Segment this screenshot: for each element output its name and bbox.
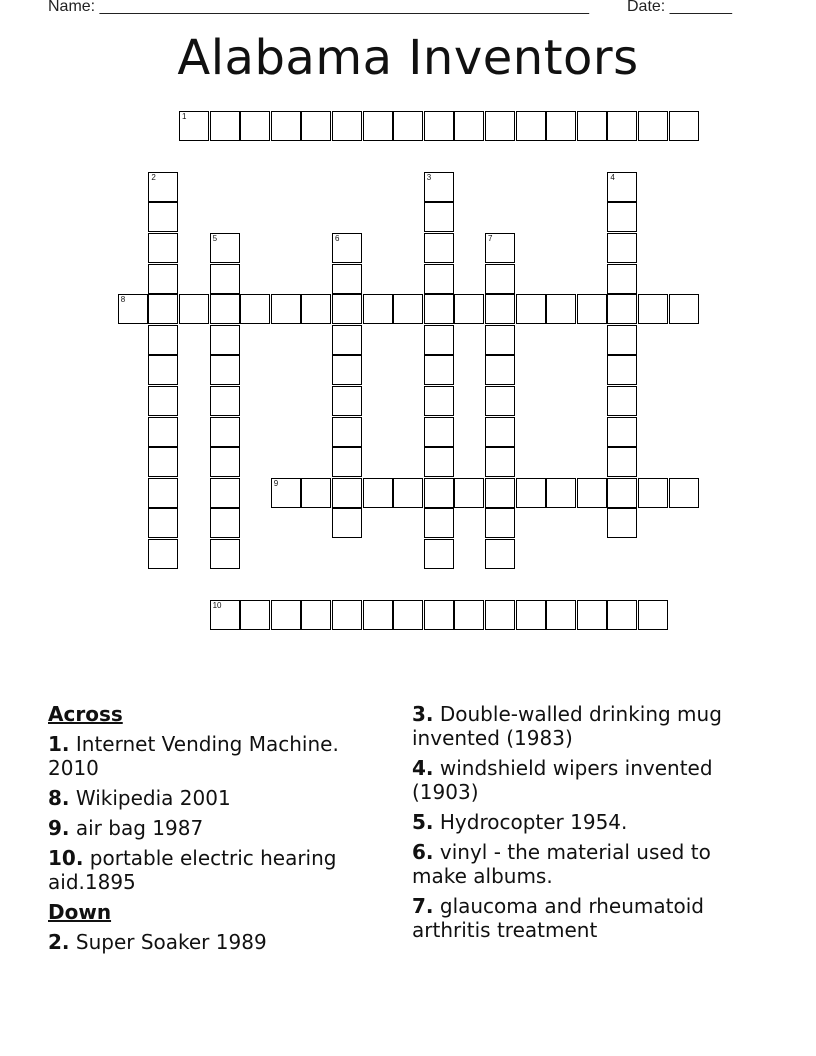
clue-number: 9 bbox=[273, 478, 279, 488]
crossword-cell[interactable] bbox=[607, 478, 637, 508]
crossword-cell[interactable] bbox=[607, 172, 637, 202]
crossword-cell[interactable] bbox=[485, 386, 515, 416]
clue-item-text: Hydrocopter 1954. bbox=[433, 810, 628, 834]
clue-number: 4 bbox=[610, 172, 615, 182]
crossword-cell[interactable] bbox=[332, 355, 362, 385]
crossword-cell[interactable] bbox=[546, 111, 576, 141]
crossword-cell[interactable] bbox=[271, 294, 301, 324]
crossword-cell[interactable] bbox=[363, 478, 393, 508]
crossword-cell[interactable] bbox=[301, 600, 331, 630]
clue-number: 6 bbox=[335, 234, 340, 243]
crossword-cell[interactable] bbox=[485, 508, 515, 538]
crossword-cell[interactable] bbox=[669, 294, 699, 324]
crossword-cell[interactable] bbox=[424, 355, 454, 385]
clues-left-column bbox=[48, 702, 378, 960]
crossword-cell[interactable] bbox=[454, 600, 484, 630]
crossword-cell[interactable] bbox=[546, 478, 576, 508]
crossword-cell[interactable] bbox=[669, 478, 699, 508]
crossword-cell[interactable] bbox=[607, 233, 637, 263]
crossword-cell[interactable] bbox=[424, 325, 454, 355]
crossword-cell[interactable] bbox=[301, 294, 331, 324]
clue-item-number: 7. bbox=[412, 894, 434, 918]
clue-number: 5 bbox=[212, 234, 218, 243]
crossword-cell[interactable] bbox=[332, 325, 362, 355]
clue-item-text: air bag 1987 bbox=[69, 816, 204, 840]
down-clue-list bbox=[48, 930, 378, 954]
crossword-cell[interactable] bbox=[148, 325, 178, 355]
crossword-cell[interactable] bbox=[332, 294, 362, 324]
clue-item-text: windshield wipers invented (1903) bbox=[412, 756, 713, 804]
crossword-cell[interactable] bbox=[485, 264, 515, 294]
crossword-cell[interactable] bbox=[516, 478, 546, 508]
clue-number: 3 bbox=[426, 172, 432, 182]
crossword-cell[interactable] bbox=[485, 294, 515, 324]
crossword-cell[interactable] bbox=[485, 600, 515, 630]
clue-number: 10 bbox=[212, 601, 222, 611]
crossword-cell[interactable] bbox=[424, 386, 454, 416]
crossword-cell[interactable] bbox=[301, 111, 331, 141]
clue-item-number: 3. bbox=[412, 702, 434, 726]
clue-item-number: 4. bbox=[412, 756, 434, 780]
crossword-cell[interactable] bbox=[424, 202, 454, 232]
crossword-cell[interactable] bbox=[577, 478, 607, 508]
crossword-cell[interactable] bbox=[424, 417, 454, 447]
crossword-cell[interactable] bbox=[210, 233, 240, 263]
crossword-cell[interactable] bbox=[301, 478, 331, 508]
crossword-cell[interactable] bbox=[210, 111, 240, 141]
clues-right-column bbox=[412, 702, 752, 948]
clue-number: 1 bbox=[182, 111, 187, 121]
crossword-cell[interactable] bbox=[148, 539, 178, 569]
crossword-cell[interactable] bbox=[271, 111, 301, 141]
crossword-cell[interactable] bbox=[424, 264, 454, 294]
clue-item bbox=[48, 732, 378, 780]
crossword-cell[interactable] bbox=[148, 294, 178, 324]
crossword-cell[interactable] bbox=[148, 264, 178, 294]
crossword-cell[interactable] bbox=[546, 294, 576, 324]
crossword-cell[interactable] bbox=[607, 294, 637, 324]
clue-item bbox=[412, 840, 752, 888]
clue-item bbox=[48, 816, 378, 840]
clue-item-text: Super Soaker 1989 bbox=[69, 930, 267, 954]
crossword-cell[interactable] bbox=[516, 111, 546, 141]
crossword-cell[interactable] bbox=[210, 386, 240, 416]
crossword-cell[interactable] bbox=[210, 355, 240, 385]
crossword-cell[interactable] bbox=[210, 508, 240, 538]
crossword-cell[interactable] bbox=[454, 478, 484, 508]
crossword-cell[interactable] bbox=[485, 111, 515, 141]
crossword-cell[interactable] bbox=[148, 417, 178, 447]
crossword-cell[interactable] bbox=[577, 600, 607, 630]
crossword-cell[interactable] bbox=[424, 508, 454, 538]
crossword-cell[interactable] bbox=[332, 447, 362, 477]
crossword-cell[interactable] bbox=[607, 508, 637, 538]
crossword-cell[interactable] bbox=[607, 447, 637, 477]
crossword-cell[interactable] bbox=[638, 478, 668, 508]
name-field-label: Name: _______________________________________________________ bbox=[48, 0, 589, 15]
crossword-cell[interactable] bbox=[454, 294, 484, 324]
page-title: Alabama Inventors bbox=[177, 30, 639, 86]
crossword-cell[interactable] bbox=[393, 478, 423, 508]
crossword-cell[interactable] bbox=[485, 539, 515, 569]
crossword-cell[interactable] bbox=[424, 111, 454, 141]
crossword-cell[interactable] bbox=[240, 111, 270, 141]
clue-item-text: Wikipedia 2001 bbox=[69, 786, 231, 810]
crossword-cell[interactable] bbox=[516, 294, 546, 324]
crossword-cell[interactable] bbox=[332, 233, 362, 263]
crossword-cell[interactable] bbox=[393, 111, 423, 141]
clue-item bbox=[412, 702, 752, 750]
crossword-cell[interactable] bbox=[210, 478, 240, 508]
clue-item bbox=[412, 756, 752, 804]
crossword-cell[interactable] bbox=[424, 539, 454, 569]
crossword-cell[interactable] bbox=[332, 386, 362, 416]
crossword-cell[interactable] bbox=[424, 294, 454, 324]
crossword-cell[interactable] bbox=[424, 600, 454, 630]
clue-item-text: Double-walled drinking mug invented (1983) bbox=[412, 702, 722, 750]
clue-item bbox=[48, 930, 378, 954]
down-clue-list-continued bbox=[412, 702, 752, 942]
clue-item-number: 5. bbox=[412, 810, 434, 834]
clue-item-number: 1. bbox=[48, 732, 70, 756]
crossword-cell[interactable] bbox=[148, 202, 178, 232]
clue-item-number: 10. bbox=[48, 846, 84, 870]
crossword-cell[interactable] bbox=[210, 417, 240, 447]
clue-number: 8 bbox=[120, 295, 126, 305]
clue-number: 7 bbox=[488, 234, 493, 243]
crossword-cell[interactable] bbox=[607, 355, 637, 385]
across-heading: Across bbox=[48, 702, 123, 726]
crossword-cell[interactable] bbox=[577, 294, 607, 324]
crossword-cell[interactable] bbox=[546, 600, 576, 630]
down-heading: Down bbox=[48, 900, 112, 924]
clue-item-number: 2. bbox=[48, 930, 70, 954]
crossword-cell[interactable] bbox=[607, 325, 637, 355]
crossword-cell[interactable] bbox=[179, 294, 209, 324]
clue-item-number: 8. bbox=[48, 786, 70, 810]
crossword-cell[interactable] bbox=[148, 447, 178, 477]
crossword-cell[interactable] bbox=[332, 417, 362, 447]
crossword-cell[interactable] bbox=[485, 447, 515, 477]
clue-item-text: portable electric hearing aid.1895 bbox=[48, 846, 337, 894]
clue-item bbox=[48, 846, 378, 894]
crossword-cell[interactable] bbox=[118, 294, 148, 324]
crossword-cell[interactable] bbox=[210, 600, 240, 630]
crossword-cell[interactable] bbox=[210, 325, 240, 355]
crossword-cell[interactable] bbox=[607, 600, 637, 630]
crossword-cell[interactable] bbox=[332, 600, 362, 630]
crossword-cell[interactable] bbox=[148, 386, 178, 416]
crossword-cell[interactable] bbox=[607, 417, 637, 447]
crossword-cell[interactable] bbox=[148, 508, 178, 538]
crossword-cell[interactable] bbox=[485, 233, 515, 263]
crossword-cell[interactable] bbox=[424, 478, 454, 508]
clue-item-text: vinyl - the material used to make albums. bbox=[412, 840, 711, 888]
crossword-cell[interactable] bbox=[454, 111, 484, 141]
crossword-cell[interactable] bbox=[363, 600, 393, 630]
crossword-cell[interactable] bbox=[607, 202, 637, 232]
clue-item-text: glaucoma and rheumatoid arthritis treatment bbox=[412, 894, 704, 942]
clue-item-text: Internet Vending Machine. 2010 bbox=[48, 732, 339, 780]
crossword-cell[interactable] bbox=[148, 355, 178, 385]
crossword-cell[interactable] bbox=[485, 417, 515, 447]
crossword-cell[interactable] bbox=[424, 172, 454, 202]
crossword-cell[interactable] bbox=[424, 233, 454, 263]
clue-item-number: 9. bbox=[48, 816, 70, 840]
crossword-cell[interactable] bbox=[424, 447, 454, 477]
clue-item bbox=[48, 786, 378, 810]
crossword-cell[interactable] bbox=[638, 111, 668, 141]
crossword-cell[interactable] bbox=[363, 111, 393, 141]
crossword-cell[interactable] bbox=[332, 478, 362, 508]
crossword-cell[interactable] bbox=[363, 294, 393, 324]
crossword-cell[interactable] bbox=[210, 539, 240, 569]
crossword-cell[interactable] bbox=[577, 111, 607, 141]
crossword-cell[interactable] bbox=[485, 325, 515, 355]
date-field-label: Date: _______ bbox=[627, 0, 732, 15]
crossword-cell[interactable] bbox=[485, 478, 515, 508]
clue-item bbox=[412, 894, 752, 942]
crossword-cell[interactable] bbox=[148, 233, 178, 263]
crossword-cell[interactable] bbox=[516, 600, 546, 630]
crossword-cell[interactable] bbox=[210, 294, 240, 324]
crossword-cell[interactable] bbox=[485, 355, 515, 385]
crossword-cell[interactable] bbox=[332, 264, 362, 294]
crossword-cell[interactable] bbox=[271, 478, 301, 508]
clue-item-number: 6. bbox=[412, 840, 434, 864]
crossword-cell[interactable] bbox=[210, 264, 240, 294]
across-clue-list bbox=[48, 732, 378, 894]
crossword-cell[interactable] bbox=[148, 172, 178, 202]
crossword-cell[interactable] bbox=[271, 600, 301, 630]
crossword-cell[interactable] bbox=[332, 508, 362, 538]
crossword-cell[interactable] bbox=[607, 386, 637, 416]
crossword-cell[interactable] bbox=[240, 294, 270, 324]
crossword-cell[interactable] bbox=[607, 111, 637, 141]
clue-item bbox=[412, 810, 752, 834]
clue-number: 2 bbox=[151, 172, 156, 182]
crossword-cell[interactable] bbox=[638, 600, 668, 630]
crossword-cell[interactable] bbox=[240, 600, 270, 630]
crossword-cell[interactable] bbox=[638, 294, 668, 324]
crossword-cell[interactable] bbox=[669, 111, 699, 141]
crossword-cell[interactable] bbox=[179, 111, 209, 141]
crossword-cell[interactable] bbox=[148, 478, 178, 508]
crossword-cell[interactable] bbox=[332, 111, 362, 141]
crossword-cell[interactable] bbox=[393, 294, 423, 324]
crossword-cell[interactable] bbox=[607, 264, 637, 294]
crossword-cell[interactable] bbox=[393, 600, 423, 630]
crossword-cell[interactable] bbox=[210, 447, 240, 477]
